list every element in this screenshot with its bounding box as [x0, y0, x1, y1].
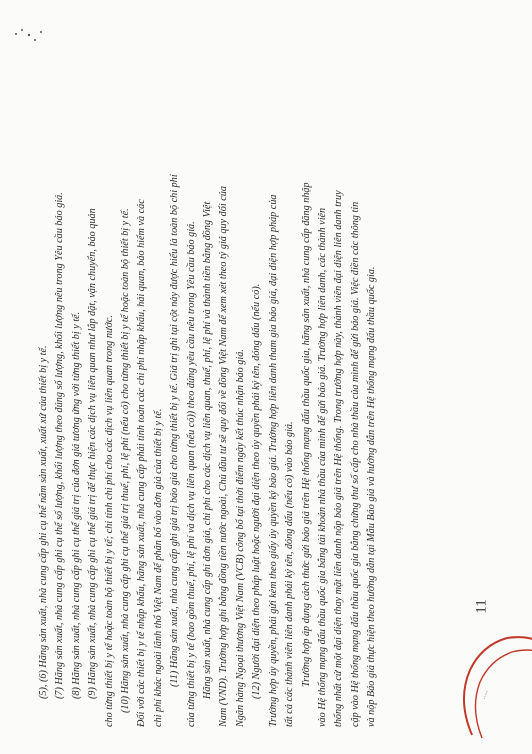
text-line-p10c: chi phí khác ngoài lãnh thổ Việt Nam để phân bổ vào đơn giá của thiết bị y tế.: [152, 408, 164, 727]
text-line-p11b: của từng thiết bị y tế (bao gồm thuế, phí, lệ phí và dịch vụ liên quan (nếu có)) theo đúng yêu cầu nêu trong Yêu cầu báo giá.: [185, 221, 197, 727]
text-line-p11e: Ngân hàng Ngoại thương Việt Nam (VCB) công bố tại thời điểm ngày kết thúc nhận báo giá.: [234, 349, 246, 727]
text-line-p5: (5), (6) Hãng sản xuất, nhà cung cấp ghi cụ thể năm sản xuất, xuất xứ của thiết bị y tế.: [38, 345, 49, 699]
rotated-text-block: [36, 27, 496, 727]
text-line-p13d: cập vào Hệ thống mạng đấu thầu quốc gia bằng chứng thư số cấp cho nhà thầu của mình để gửi báo giá. Việc điền các thông tin: [349, 201, 361, 727]
text-line-p13c: thống nhất cử một đại diện thay mặt liên danh nộp báo giá trên Hệ thống. Trong trường hợp này, thành viên đại diện liên danh truy: [333, 190, 345, 727]
page-number: 11: [473, 599, 490, 614]
text-line-p12c: tất cả các thành viên liên danh phải ký tên, đóng dấu (nếu có) vào báo giá.: [284, 421, 296, 727]
text-line-p11d: Nam (VND). Trường hợp ghi bằng đồng tiền nước ngoài, Chủ đầu tư sẽ quy đổi về đồng Việt Nam để xem xét theo tỷ giá quy đổi của: [218, 186, 230, 727]
text-line-p8: (8) Hãng sản xuất, nhà cung cấp ghi cụ thể giá trị của đơn giá tương ứng với từng thiết bị y tế.: [70, 311, 82, 699]
svg-text:·····: ·····: [481, 689, 492, 701]
text-line-p11a: (11) Hãng sản xuất, nhà cung cấp ghi giá trị báo giá cho từng thiết bị y tế. Giá trị ghi tại cột này được hiểu là toàn bộ chi phí: [169, 174, 181, 687]
text-line-p7: (7) Hãng sản xuất, nhà cung cấp ghi cụ thể số lượng, khối lượng theo đúng số lượng, khối lượng nêu trong Yêu cầu báo giá.: [54, 192, 66, 699]
text-line-p13e: và nộp Báo giá thực hiện theo hướng dẫn tại Mẫu Báo giá và hướng dẫn trên Hệ thống mạng đấu thầu quốc gia.: [366, 266, 378, 727]
text-line-p12b: Trường hợp ủy quyền, phải gửi kèm theo giấy ủy quyền ký báo giá. Trường hợp liên danh tham gia báo giá, đại diện hợp pháp của: [267, 194, 279, 727]
text-line-p13a: Trường hợp áp dụng cách thức gửi báo giá trên Hệ thống mạng đấu thầu quốc gia, hãng sản xuất, nhà cung cấp đăng nhập: [300, 182, 312, 687]
text-line-p10a: (10) Hãng sản xuất, nhà cung cấp ghi cụ thể giá trị thuế, phí, lệ phí (nếu có) cho từng thiết bị y tế hoặc toàn bộ thiết bị y tế.: [120, 208, 132, 713]
red-seal-stamp-icon: [452, 630, 532, 740]
text-line-p12a: (12) Người đại diện theo pháp luật hoặc người đại diện theo ủy quyền phải ký tên, đóng dấu (nếu có).: [251, 283, 263, 699]
text-line-p9a: (9) Hãng sản xuất, nhà cung cấp ghi cụ thể giá trị để thực hiện các dịch vụ liên quan như lắp đặt, vận chuyển, bảo quản: [87, 208, 99, 699]
text-line-p11c: Hãng sản xuất, nhà cung cấp ghi đơn giá, chi phí cho các dịch vụ liên quan, thuế, phí, lệ phí và thành tiền bằng đồng Việt: [202, 201, 214, 699]
text-line-p9b: cho từng thiết bị y tế hoặc toàn bộ thiết bị y tế; chi tính chi phí cho các dịch vụ liên quan trong nước.: [103, 315, 115, 727]
text-line-p13b: vào Hệ thống mạng đấu thầu quốc gia bằng tài khoản nhà thầu của mình để gửi báo giá. Trường hợp liên danh, các thành viên: [316, 207, 328, 727]
text-line-p10b: Đối với các thiết bị y tế nhập khẩu, hãng sản xuất, nhà cung cấp phải tính toán các chi phí nhập khẩu, hải quan, bảo hiểm và các: [136, 199, 148, 727]
